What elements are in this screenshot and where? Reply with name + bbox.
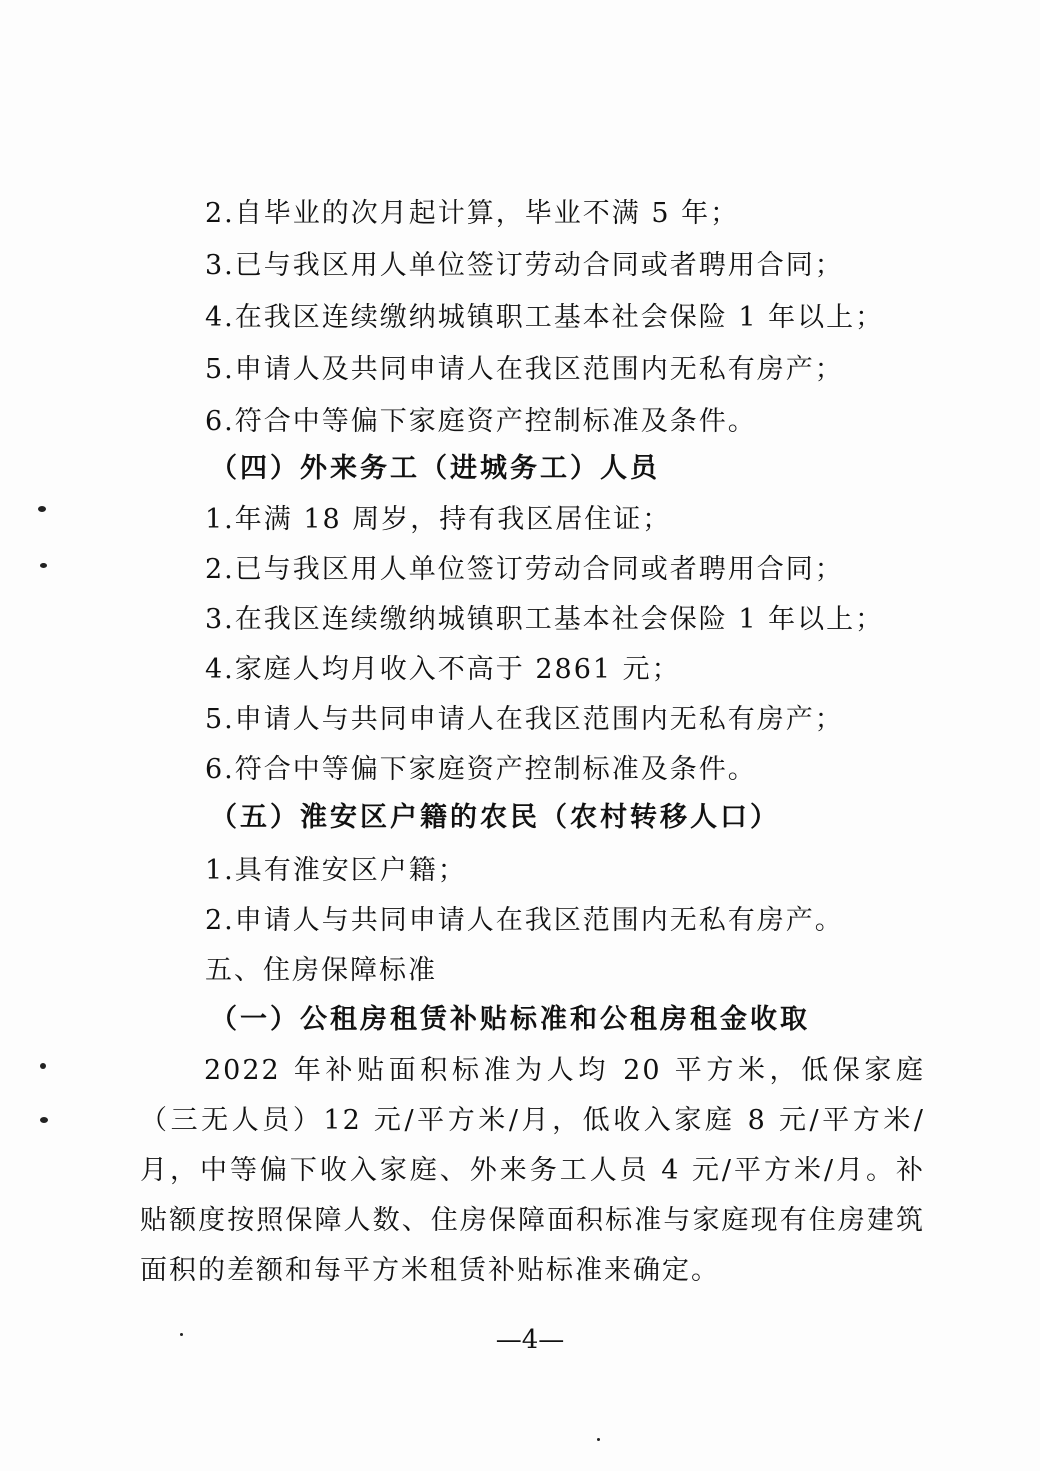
farmer-condition-2: 2.申请人与共同申请人在我区范围内无私有房产。: [205, 905, 844, 936]
scan-speck: [597, 1438, 600, 1441]
condition-line-4: 4.在我区连续缴纳城镇职工基本社会保险 1 年以上；: [205, 302, 885, 333]
condition-line-5: 5.申请人及共同申请人在我区范围内无私有房产；: [205, 354, 844, 385]
condition-line-6: 6.符合中等偏下家庭资产控制标准及条件。: [205, 406, 757, 437]
migrant-condition-1: 1.年满 18 周岁，持有我区居住证；: [205, 504, 672, 535]
migrant-condition-5: 5.申请人与共同申请人在我区范围内无私有房产；: [205, 704, 844, 735]
condition-line-3: 3.已与我区用人单位签订劳动合同或者聘用合同；: [205, 250, 844, 281]
subsidy-standard-paragraph: 2022 年补贴面积标准为人均 20 平方米，低保家庭（三无人员）12 元/平方米/月，低收入家庭 8 元/平方米/月，中等偏下收入家庭、外来务工人员 4 元/平方米/月。补贴额度按照保障人数、住房保障面积标准与家庭现有住房建筑面积的差额和每平方米租赁补贴标准来确定。: [140, 1055, 925, 1286]
subsection-heading-4: （四）外来务工（进城务工）人员: [210, 453, 660, 484]
migrant-condition-4: 4.家庭人均月收入不高于 2861 元；: [205, 654, 681, 685]
scan-speck: [180, 1333, 183, 1336]
migrant-condition-3: 3.在我区连续缴纳城镇职工基本社会保险 1 年以上；: [205, 604, 885, 635]
section-title-5: 五、住房保障标准: [205, 955, 437, 986]
scan-speck: [40, 1063, 46, 1069]
subsection-heading-5: （五）淮安区户籍的农民（农村转移人口）: [210, 802, 780, 833]
migrant-condition-2: 2.已与我区用人单位签订劳动合同或者聘用合同；: [205, 554, 844, 585]
page-number: —4—: [495, 1325, 565, 1355]
condition-line-2: 2.自毕业的次月起计算，毕业不满 5 年；: [205, 198, 740, 229]
scan-speck: [40, 563, 47, 568]
scan-speck: [38, 506, 46, 512]
scan-speck: [40, 1117, 48, 1123]
migrant-condition-6: 6.符合中等偏下家庭资产控制标准及条件。: [205, 754, 757, 785]
farmer-condition-1: 1.具有淮安区户籍；: [205, 855, 467, 886]
subsection-heading-5-1: （一）公租房租赁补贴标准和公租房租金收取: [210, 1004, 810, 1035]
